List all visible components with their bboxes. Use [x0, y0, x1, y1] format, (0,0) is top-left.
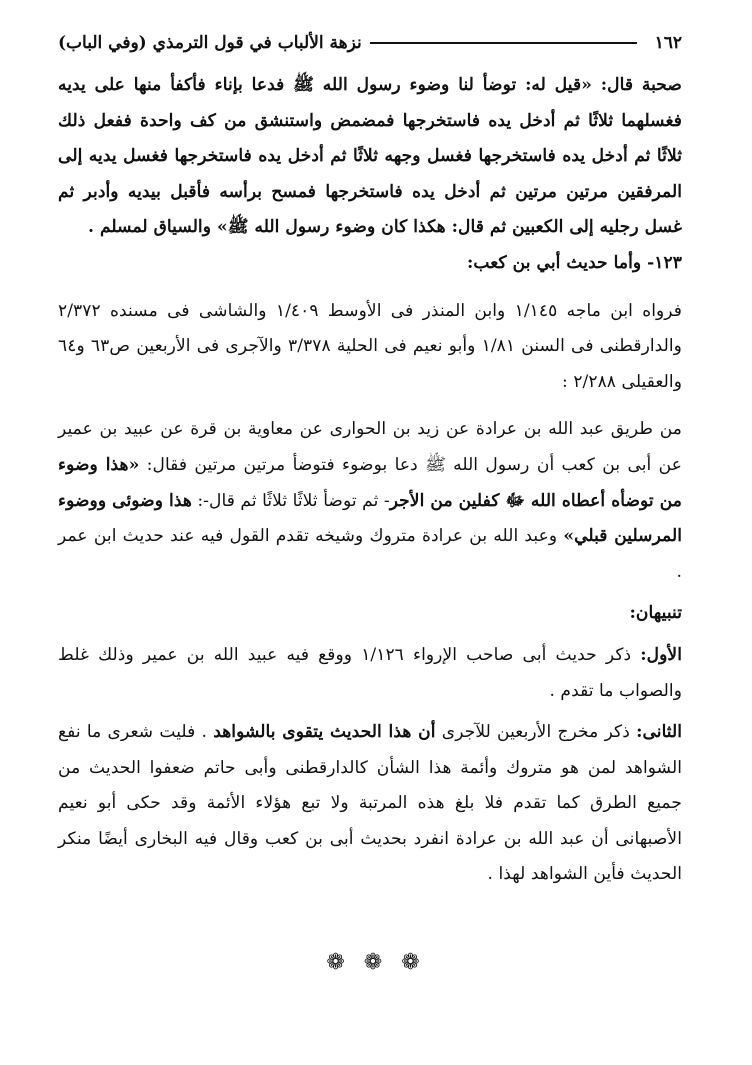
page-header [58, 30, 682, 56]
hadith-quote-2: هذا وضوئى ووضوء المرسلين قبلي» [58, 490, 682, 547]
note-2-label: الثانى: [636, 722, 682, 743]
body-text [58, 68, 682, 893]
paragraph-1-text: «قيل له: توضأ لنا وضوء رسول الله ﷺ فدعا بإناء فأكفأ منها على يديه فغسلهما ثلاثًا ثم أدخل يده فاستخرجها فمضمض واستنشق من كف واحدة ففعل ذلك ثلاثًا ثم أدخل يده فاستخرجها فغسل وجهه ثلاثًا ثم أدخل يده فاستخرجها فغسل يديه إلى المرفقين مرتين مرتين ثم أدخل يده فاستخرجها فمسح برأسه فأقبل بيديه وأدبر ثم غسل رجليه إلى الكعبين ثم قال: هكذا كان وضوء رسول الله ﷺ» والسياق لمسلم . [58, 75, 682, 238]
paragraph-3-part3: وعبد الله بن عرادة متروك وشيخه تقدم القول فيه عند حديث ابن عمر . [58, 526, 682, 582]
page-number: ١٦٢ [654, 33, 682, 53]
notes-heading: تنبيهان: [629, 603, 682, 624]
paragraph-1-lead: صحبة قال: [591, 75, 682, 95]
paragraph-1 [58, 68, 682, 246]
note-2-text2: . فليت شعرى ما نفع الشواهد لمن هو متروك وأئمة هذا الشأن كالدارقطنى وأبى حاتم ضعفوا الحديث من جميع الطرق كما تقدم فلا بلغ هذه المرتبة ولا تبع هؤلاء الأئمة وقد حكى أبو نعيم الأصبهانى أن عبد الله بن عرادة انفرد بحديث أبى بن كعب وقال فيه البخارى أيضًا منكر الحديث فأين الشواهد لهذا . [58, 722, 682, 885]
note-1-label: الأول: [640, 644, 682, 665]
running-title: نزهة الألباب في قول الترمذي (وفي الباب) [58, 33, 362, 53]
spacer [58, 282, 682, 294]
note-2-text1: ذكر مخرج الأربعين للآجرى [435, 722, 637, 743]
ornament-stars: ❁ ❁ ❁ [326, 950, 426, 975]
note-2-bold: أن هذا الحديث يتقوى بالشواهد [213, 722, 436, 743]
paragraph-3-part2: - ثم توضأ ثلاثًا ثلاثًا ثم قال-: [191, 490, 390, 511]
note-1 [58, 638, 682, 709]
spacer [58, 400, 682, 412]
note-1-text: ذكر حديث أبى صاحب الإرواء ١/١٢٦ ووقع فيه عبيد الله بن عمير وذلك غلط والصواب ما تقدم . [58, 644, 682, 701]
note-2 [58, 715, 682, 893]
paragraph-3 [58, 412, 682, 590]
section-heading-123: ١٢٣- وأما حديث أبي بن كعب: [466, 252, 682, 273]
paragraph-3-part1: من طريق عبد الله بن عرادة عن زيد بن الحوارى عن معاوية بن قرة عن عبيد بن عمير عن أبى بن كعب أن رسول الله ﷺ دعا بوضوء فتوضأ مرتين مرتين فقال: [58, 419, 682, 475]
paragraph-2: فرواه ابن ماجه ١/١٤٥ وابن المنذر فى الأوسط ١/٤٠٩ والشاشى فى مسنده ٢/٣٧٢ والدارقطنى فى السنن ١/٨١ وأبو نعيم فى الحلية ٣/٣٧٨ والآجرى فى الأربعين ص٦٣ و٦٤ والعقيلى ٢/٢٨٨ : [58, 300, 682, 392]
hadith-quote-1: «هذا وضوء من توضأه أعطاه الله ﷻ كفلين من الأجر [58, 454, 682, 511]
header-rule [370, 42, 637, 44]
